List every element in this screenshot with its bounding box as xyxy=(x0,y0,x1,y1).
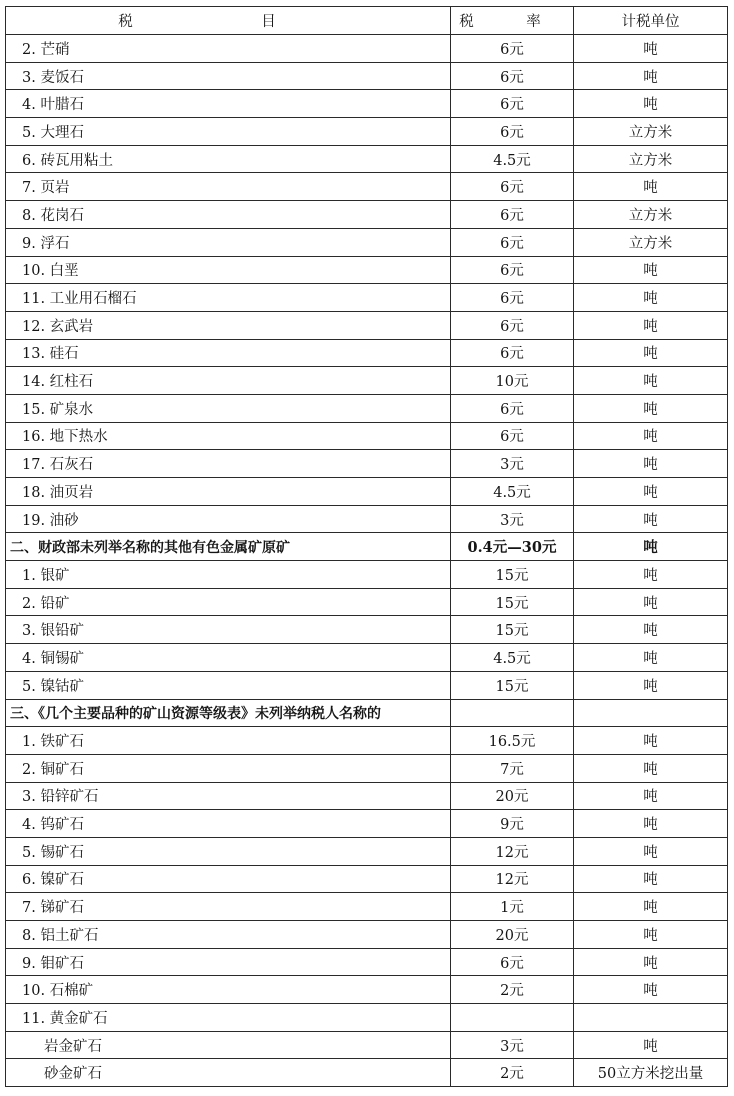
cell-item-name: 12. 玄武岩 xyxy=(6,311,451,339)
cell-tax-unit: 吨 xyxy=(574,422,728,450)
cell-tax-unit: 吨 xyxy=(574,671,728,699)
cell-tax-unit: 吨 xyxy=(574,284,728,312)
cell-tax-unit: 吨 xyxy=(574,948,728,976)
cell-item-name: 5. 锡矿石 xyxy=(6,837,451,865)
cell-tax-unit: 吨 xyxy=(574,754,728,782)
cell-item-name: 5. 大理石 xyxy=(6,118,451,146)
cell-item-name: 1. 银矿 xyxy=(6,561,451,589)
table-row xyxy=(6,976,728,1004)
table-row xyxy=(6,62,728,90)
cell-item-name: 4. 叶腊石 xyxy=(6,90,451,118)
cell-item-name: 13. 硅石 xyxy=(6,339,451,367)
cell-tax-rate: 0.4元—30元 xyxy=(451,533,574,561)
cell-tax-rate: 2元 xyxy=(451,976,574,1004)
header-rate: 税 率 xyxy=(451,7,574,35)
cell-item-name: 2. 铜矿石 xyxy=(6,754,451,782)
cell-tax-unit: 立方米 xyxy=(574,145,728,173)
cell-item-name: 3. 麦饭石 xyxy=(6,62,451,90)
cell-tax-unit: 吨 xyxy=(574,394,728,422)
table-row xyxy=(6,422,728,450)
cell-item-name: 岩金矿石 xyxy=(6,1031,451,1059)
cell-item-name: 3. 银铅矿 xyxy=(6,616,451,644)
table-row xyxy=(6,754,728,782)
cell-tax-unit xyxy=(574,699,728,727)
cell-tax-unit: 吨 xyxy=(574,256,728,284)
cell-item-name: 19. 油砂 xyxy=(6,505,451,533)
table-row xyxy=(6,644,728,672)
cell-tax-rate xyxy=(451,699,574,727)
cell-tax-rate: 6元 xyxy=(451,118,574,146)
table-row xyxy=(6,256,728,284)
table-header xyxy=(6,7,728,35)
cell-tax-rate: 1元 xyxy=(451,893,574,921)
cell-tax-unit: 吨 xyxy=(574,810,728,838)
table-row xyxy=(6,339,728,367)
cell-item-name: 10. 白垩 xyxy=(6,256,451,284)
cell-tax-rate: 4.5元 xyxy=(451,478,574,506)
table-row xyxy=(6,145,728,173)
cell-tax-rate: 20元 xyxy=(451,921,574,949)
cell-tax-unit: 吨 xyxy=(574,367,728,395)
cell-tax-rate: 6元 xyxy=(451,311,574,339)
table-row xyxy=(6,505,728,533)
table-row xyxy=(6,173,728,201)
cell-tax-rate xyxy=(451,1004,574,1032)
cell-item-name: 8. 花岗石 xyxy=(6,201,451,229)
table-row xyxy=(6,948,728,976)
table-row xyxy=(6,782,728,810)
cell-tax-rate: 9元 xyxy=(451,810,574,838)
table-row xyxy=(6,727,728,755)
table-row xyxy=(6,394,728,422)
cell-item-name: 3. 铅锌矿石 xyxy=(6,782,451,810)
cell-tax-unit: 吨 xyxy=(574,478,728,506)
cell-tax-unit: 吨 xyxy=(574,62,728,90)
table-row xyxy=(6,1004,728,1032)
cell-tax-unit: 吨 xyxy=(574,865,728,893)
cell-item-name: 7. 锑矿石 xyxy=(6,893,451,921)
cell-tax-rate: 4.5元 xyxy=(451,145,574,173)
cell-item-name: 4. 铜锡矿 xyxy=(6,644,451,672)
cell-tax-unit: 吨 xyxy=(574,173,728,201)
table-row xyxy=(6,284,728,312)
cell-tax-rate: 6元 xyxy=(451,948,574,976)
cell-tax-unit: 吨 xyxy=(574,837,728,865)
cell-item-name: 砂金矿石 xyxy=(6,1059,451,1087)
table-row xyxy=(6,478,728,506)
table-row xyxy=(6,228,728,256)
cell-tax-rate: 6元 xyxy=(451,201,574,229)
cell-item-name: 15. 矿泉水 xyxy=(6,394,451,422)
table-row xyxy=(6,1031,728,1059)
table-row xyxy=(6,837,728,865)
table-row xyxy=(6,893,728,921)
tax-rate-table xyxy=(5,6,728,1087)
table-row xyxy=(6,35,728,63)
table-row xyxy=(6,671,728,699)
cell-item-name: 7. 页岩 xyxy=(6,173,451,201)
cell-item-name: 14. 红柱石 xyxy=(6,367,451,395)
cell-tax-unit: 吨 xyxy=(574,561,728,589)
cell-item-name: 10. 石棉矿 xyxy=(6,976,451,1004)
cell-tax-rate: 6元 xyxy=(451,339,574,367)
cell-tax-unit: 吨 xyxy=(574,727,728,755)
cell-tax-unit: 吨 xyxy=(574,976,728,1004)
cell-tax-rate: 3元 xyxy=(451,1031,574,1059)
cell-tax-unit: 立方米 xyxy=(574,201,728,229)
cell-item-name: 2. 芒硝 xyxy=(6,35,451,63)
cell-tax-unit: 吨 xyxy=(574,782,728,810)
table-body xyxy=(6,35,728,1087)
table-row xyxy=(6,616,728,644)
header-item: 税 目 xyxy=(6,7,451,35)
cell-item-name: 9. 浮石 xyxy=(6,228,451,256)
cell-tax-rate: 3元 xyxy=(451,505,574,533)
cell-tax-rate: 15元 xyxy=(451,561,574,589)
cell-tax-unit: 吨 xyxy=(574,1031,728,1059)
cell-tax-rate: 6元 xyxy=(451,228,574,256)
cell-tax-rate: 3元 xyxy=(451,450,574,478)
cell-tax-unit xyxy=(574,1004,728,1032)
cell-tax-unit: 立方米 xyxy=(574,228,728,256)
cell-tax-rate: 6元 xyxy=(451,90,574,118)
cell-item-name: 1. 铁矿石 xyxy=(6,727,451,755)
cell-item-name: 二、财政部未列举名称的其他有色金属矿原矿 xyxy=(6,533,451,561)
cell-tax-unit: 立方米 xyxy=(574,118,728,146)
table-row xyxy=(6,561,728,589)
cell-tax-rate: 6元 xyxy=(451,256,574,284)
cell-tax-rate: 15元 xyxy=(451,671,574,699)
cell-tax-unit: 吨 xyxy=(574,311,728,339)
cell-item-name: 6. 镍矿石 xyxy=(6,865,451,893)
table-row xyxy=(6,201,728,229)
cell-tax-rate: 6元 xyxy=(451,35,574,63)
cell-item-name: 11. 黄金矿石 xyxy=(6,1004,451,1032)
cell-tax-rate: 15元 xyxy=(451,616,574,644)
cell-tax-rate: 12元 xyxy=(451,865,574,893)
cell-tax-rate: 10元 xyxy=(451,367,574,395)
cell-tax-unit: 50立方米挖出量 xyxy=(574,1059,728,1087)
cell-item-name: 4. 钨矿石 xyxy=(6,810,451,838)
cell-tax-rate: 4.5元 xyxy=(451,644,574,672)
cell-item-name: 11. 工业用石榴石 xyxy=(6,284,451,312)
cell-tax-unit: 吨 xyxy=(574,588,728,616)
cell-tax-unit: 吨 xyxy=(574,339,728,367)
table-row xyxy=(6,921,728,949)
cell-item-name: 16. 地下热水 xyxy=(6,422,451,450)
cell-tax-unit: 吨 xyxy=(574,616,728,644)
table-row xyxy=(6,588,728,616)
cell-item-name: 18. 油页岩 xyxy=(6,478,451,506)
table-row xyxy=(6,810,728,838)
section-row xyxy=(6,533,728,561)
cell-tax-rate: 6元 xyxy=(451,422,574,450)
cell-tax-unit: 吨 xyxy=(574,533,728,561)
cell-tax-rate: 6元 xyxy=(451,284,574,312)
header-row xyxy=(6,7,728,35)
cell-item-name: 5. 镍钴矿 xyxy=(6,671,451,699)
cell-tax-rate: 7元 xyxy=(451,754,574,782)
cell-tax-unit: 吨 xyxy=(574,450,728,478)
table-row xyxy=(6,90,728,118)
cell-item-name: 9. 钼矿石 xyxy=(6,948,451,976)
table-row xyxy=(6,118,728,146)
cell-item-name: 6. 砖瓦用粘土 xyxy=(6,145,451,173)
table-row xyxy=(6,450,728,478)
cell-tax-rate: 20元 xyxy=(451,782,574,810)
table-row xyxy=(6,1059,728,1087)
cell-item-name: 8. 铝土矿石 xyxy=(6,921,451,949)
cell-tax-unit: 吨 xyxy=(574,921,728,949)
cell-tax-unit: 吨 xyxy=(574,644,728,672)
cell-tax-unit: 吨 xyxy=(574,893,728,921)
cell-item-name: 17. 石灰石 xyxy=(6,450,451,478)
cell-tax-rate: 6元 xyxy=(451,394,574,422)
cell-tax-rate: 6元 xyxy=(451,62,574,90)
table-row xyxy=(6,367,728,395)
cell-item-name: 三、《几个主要品种的矿山资源等级表》未列举纳税人名称的 xyxy=(6,699,451,727)
cell-tax-rate: 6元 xyxy=(451,173,574,201)
table-row xyxy=(6,865,728,893)
cell-item-name: 2. 铅矿 xyxy=(6,588,451,616)
section-row xyxy=(6,699,728,727)
cell-tax-rate: 16.5元 xyxy=(451,727,574,755)
cell-tax-rate: 12元 xyxy=(451,837,574,865)
cell-tax-unit: 吨 xyxy=(574,505,728,533)
cell-tax-unit: 吨 xyxy=(574,90,728,118)
table-row xyxy=(6,311,728,339)
cell-tax-unit: 吨 xyxy=(574,35,728,63)
cell-tax-rate: 15元 xyxy=(451,588,574,616)
header-unit: 计税单位 xyxy=(574,7,728,35)
cell-tax-rate: 2元 xyxy=(451,1059,574,1087)
